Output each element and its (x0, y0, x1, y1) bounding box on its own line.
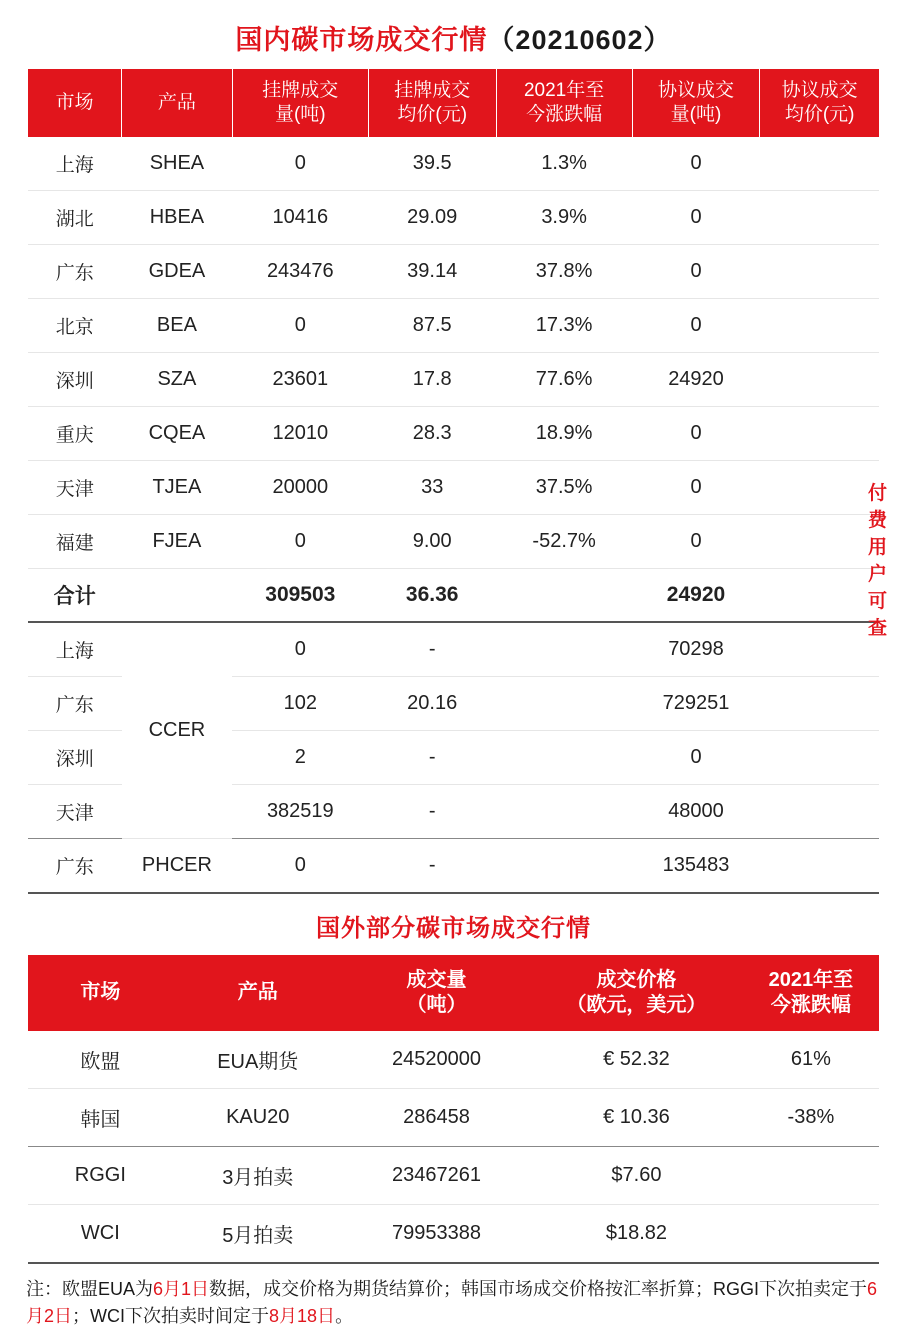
cell-agreement-volume: 729251 (632, 676, 760, 730)
cell-agreement-price (760, 838, 879, 893)
cell-market: 广东 (28, 838, 122, 893)
cell-listed-volume: 0 (232, 514, 368, 568)
cell-agreement-price (760, 784, 879, 838)
cell-listed-price: 33 (368, 460, 496, 514)
cell-ytd: 77.6% (496, 352, 632, 406)
cell-product: SHEA (122, 137, 233, 191)
cell-total-agreement-volume: 24920 (632, 568, 760, 622)
cell-ytd: 1.3% (496, 137, 632, 191)
cell-foreign-volume: 23467261 (343, 1146, 530, 1204)
cell-ccer-product: CCER (122, 622, 233, 839)
cell-foreign-product: 5月拍卖 (173, 1204, 343, 1263)
cell-ytd (496, 730, 632, 784)
cell-agreement-volume: 0 (632, 190, 760, 244)
cell-total-agreement-price (760, 568, 879, 622)
cell-ytd (496, 622, 632, 677)
cell-product: BEA (122, 298, 233, 352)
paid-user-note: 付费用户可查 (867, 483, 888, 639)
cell-foreign-ytd: -38% (743, 1088, 879, 1146)
cell-agreement-price (760, 190, 879, 244)
cell-agreement-price (760, 406, 879, 460)
table-row (28, 1204, 879, 1263)
cell-foreign-volume: 79953388 (343, 1204, 530, 1263)
cell-agreement-price (760, 514, 879, 568)
cell-product: FJEA (122, 514, 233, 568)
cell-agreement-volume: 0 (632, 514, 760, 568)
cell-foreign-ytd (743, 1204, 879, 1263)
cell-total-listed-price: 36.36 (368, 568, 496, 622)
cell-agreement-volume: 0 (632, 406, 760, 460)
cell-agreement-volume: 0 (632, 730, 760, 784)
cell-listed-volume: 12010 (232, 406, 368, 460)
cell-market: 上海 (28, 622, 122, 677)
domestic-title-date: （20210602） (487, 25, 672, 55)
table-row (28, 406, 879, 460)
table-row-ccer (28, 622, 879, 677)
cell-foreign-price: $7.60 (530, 1146, 743, 1204)
footnote-date-2: 6月2日 (26, 1278, 878, 1327)
cell-listed-price: - (368, 730, 496, 784)
cell-market: 广东 (28, 676, 122, 730)
cell-market: 重庆 (28, 406, 122, 460)
cell-listed-volume: 2 (232, 730, 368, 784)
cell-product: SZA (122, 352, 233, 406)
cell-agreement-price (760, 676, 879, 730)
cell-foreign-product: 3月拍卖 (173, 1146, 343, 1204)
cell-listed-price: 29.09 (368, 190, 496, 244)
cell-agreement-volume: 48000 (632, 784, 760, 838)
table-row (28, 298, 879, 352)
cell-listed-volume: 102 (232, 676, 368, 730)
cell-listed-price: 39.5 (368, 137, 496, 191)
cell-listed-price: 17.8 (368, 352, 496, 406)
cell-ytd: 37.8% (496, 244, 632, 298)
cell-agreement-price (760, 622, 879, 677)
table-row (28, 1088, 879, 1146)
cell-listed-price: 20.16 (368, 676, 496, 730)
cell-agreement-price (760, 352, 879, 406)
table-row (28, 190, 879, 244)
cell-listed-price: - (368, 838, 496, 893)
cell-product: TJEA (122, 460, 233, 514)
domestic-table (28, 69, 879, 894)
cell-foreign-market: 韩国 (28, 1088, 173, 1146)
cell-product: PHCER (122, 838, 233, 893)
cell-foreign-volume: 286458 (343, 1088, 530, 1146)
cell-ytd: 18.9% (496, 406, 632, 460)
cell-listed-price: - (368, 622, 496, 677)
cell-listed-price: 9.00 (368, 514, 496, 568)
cell-foreign-market: WCI (28, 1204, 173, 1263)
cell-listed-volume: 382519 (232, 784, 368, 838)
cell-agreement-volume: 0 (632, 460, 760, 514)
footnote-part-2: 数据，成交价格为期货结算价；韩国市场成交价格按汇率折算；RGGI下次拍卖定于 (209, 1278, 868, 1299)
domestic-header-row (28, 69, 879, 137)
domestic-table-wrap (28, 69, 888, 894)
cell-market: 湖北 (28, 190, 122, 244)
footnote-part-4: 。 (335, 1306, 354, 1327)
cell-ytd (496, 784, 632, 838)
cell-agreement-volume: 24920 (632, 352, 760, 406)
table-row-total (28, 568, 879, 622)
cell-market: 福建 (28, 514, 122, 568)
cell-listed-volume: 10416 (232, 190, 368, 244)
footnote-date-3: 8月18日 (269, 1306, 336, 1327)
cell-agreement-price (760, 460, 879, 514)
cell-agreement-price (760, 244, 879, 298)
table-row (28, 514, 879, 568)
cell-ytd (496, 838, 632, 893)
cell-ytd: -52.7% (496, 514, 632, 568)
cell-agreement-volume: 70298 (632, 622, 760, 677)
cell-agreement-volume: 135483 (632, 838, 760, 893)
cell-foreign-market: RGGI (28, 1146, 173, 1204)
cell-market: 北京 (28, 298, 122, 352)
footnote (26, 1276, 881, 1332)
cell-listed-volume: 20000 (232, 460, 368, 514)
cell-listed-volume: 0 (232, 137, 368, 191)
cell-agreement-price (760, 730, 879, 784)
foreign-table (28, 955, 879, 1264)
table-row (28, 352, 879, 406)
cell-listed-volume: 0 (232, 622, 368, 677)
cell-foreign-market: 欧盟 (28, 1031, 173, 1089)
header-foreign-volume: 成交量 （吨） (343, 955, 530, 1031)
cell-market: 天津 (28, 460, 122, 514)
header-ytd-change: 2021年至 今涨跌幅 (496, 69, 632, 137)
cell-total-ytd (496, 568, 632, 622)
cell-ytd: 17.3% (496, 298, 632, 352)
cell-listed-volume: 23601 (232, 352, 368, 406)
table-row (28, 460, 879, 514)
foreign-header-row (28, 955, 879, 1031)
cell-foreign-product: EUA期货 (173, 1031, 343, 1089)
cell-foreign-volume: 24520000 (343, 1031, 530, 1089)
cell-total-label: 合计 (28, 568, 122, 622)
cell-listed-price: - (368, 784, 496, 838)
cell-foreign-ytd (743, 1146, 879, 1204)
header-agreement-price: 协议成交 均价(元) (760, 69, 879, 137)
cell-foreign-ytd: 61% (743, 1031, 879, 1089)
header-product: 产品 (122, 69, 233, 137)
cell-market: 广东 (28, 244, 122, 298)
cell-market: 深圳 (28, 730, 122, 784)
cell-ytd: 3.9% (496, 190, 632, 244)
footnote-date-1: 6月1日 (153, 1278, 210, 1299)
header-foreign-market: 市场 (28, 955, 173, 1031)
cell-agreement-volume: 0 (632, 244, 760, 298)
cell-listed-price: 39.14 (368, 244, 496, 298)
cell-agreement-volume: 0 (632, 298, 760, 352)
header-listed-price: 挂牌成交 均价(元) (368, 69, 496, 137)
header-foreign-price: 成交价格 （欧元，美元） (530, 955, 743, 1031)
cell-listed-volume: 0 (232, 838, 368, 893)
cell-product: CQEA (122, 406, 233, 460)
header-foreign-product: 产品 (173, 955, 343, 1031)
header-foreign-ytd: 2021年至 今涨跌幅 (743, 955, 879, 1031)
cell-agreement-volume: 0 (632, 137, 760, 191)
cell-market: 深圳 (28, 352, 122, 406)
header-listed-volume: 挂牌成交 量(吨) (232, 69, 368, 137)
cell-foreign-price: $18.82 (530, 1204, 743, 1263)
cell-agreement-price (760, 298, 879, 352)
cell-listed-price: 28.3 (368, 406, 496, 460)
table-row (28, 244, 879, 298)
table-row (28, 137, 879, 191)
cell-product: HBEA (122, 190, 233, 244)
cell-total-product (122, 568, 233, 622)
domestic-title (0, 0, 907, 69)
cell-listed-volume: 243476 (232, 244, 368, 298)
foreign-title: 国外部分碳市场成交行情 (316, 914, 591, 942)
cell-foreign-price: € 52.32 (530, 1031, 743, 1089)
domestic-title-main: 国内碳市场成交行情 (235, 25, 488, 55)
foreign-table-wrap (28, 955, 879, 1264)
table-row (28, 1146, 879, 1204)
cell-listed-price: 87.5 (368, 298, 496, 352)
cell-market: 天津 (28, 784, 122, 838)
cell-total-listed-volume: 309503 (232, 568, 368, 622)
cell-product: GDEA (122, 244, 233, 298)
table-row-phcer (28, 838, 879, 893)
footnote-part-1: 注：欧盟EUA为 (26, 1278, 154, 1299)
header-market: 市场 (28, 69, 122, 137)
header-agreement-volume: 协议成交 量(吨) (632, 69, 760, 137)
cell-ytd: 37.5% (496, 460, 632, 514)
cell-agreement-price (760, 137, 879, 191)
cell-foreign-product: KAU20 (173, 1088, 343, 1146)
cell-foreign-price: € 10.36 (530, 1088, 743, 1146)
cell-listed-volume: 0 (232, 298, 368, 352)
footnote-part-3: ；WCI下次拍卖时间定于 (72, 1306, 270, 1327)
table-row (28, 1031, 879, 1089)
cell-ytd (496, 676, 632, 730)
cell-market: 上海 (28, 137, 122, 191)
